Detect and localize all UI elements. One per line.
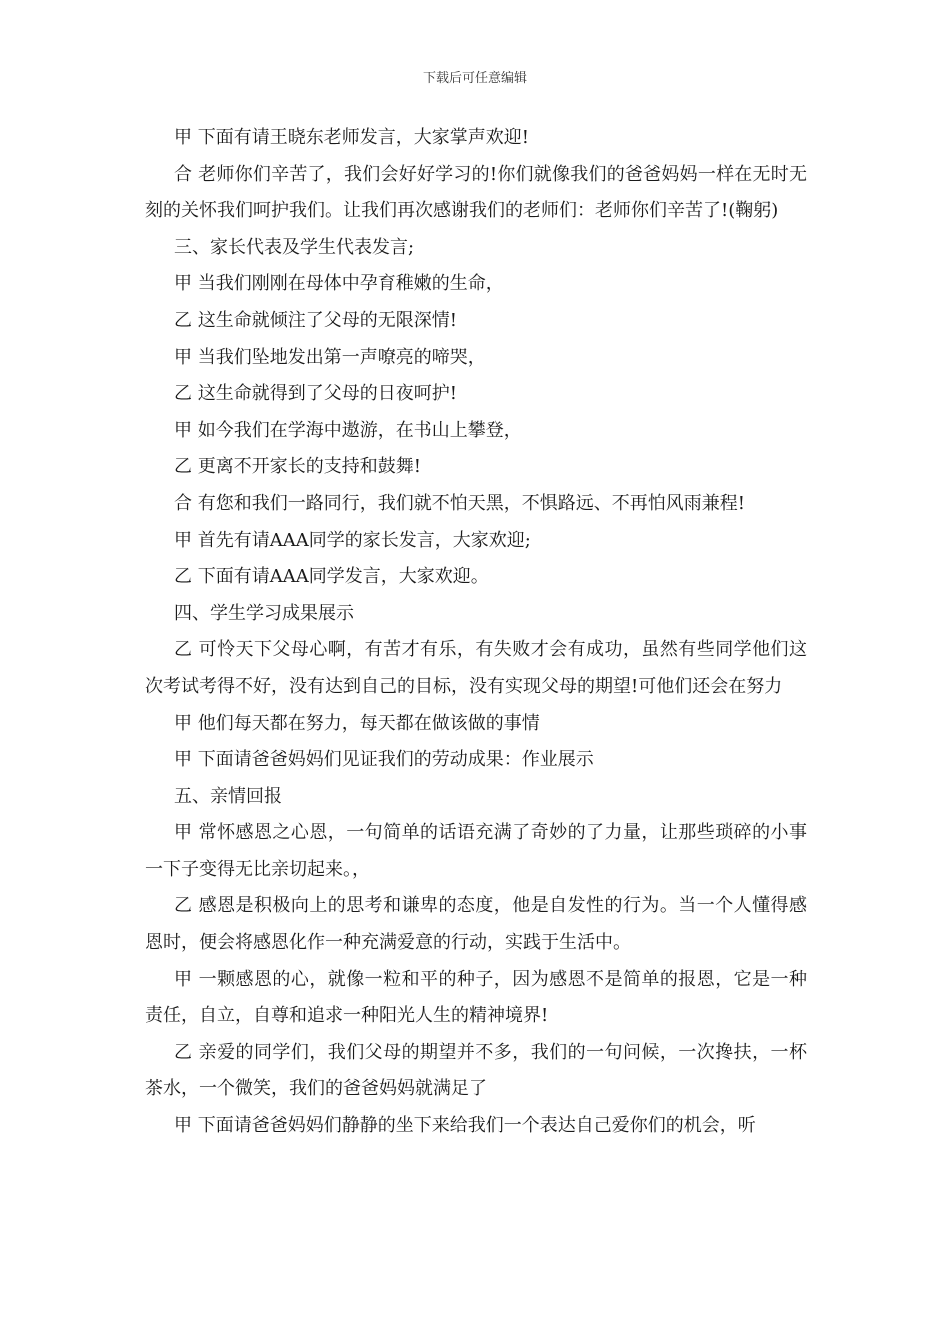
paragraph: 甲 下面请爸爸妈妈们见证我们的劳动成果：作业展示	[174, 749, 594, 771]
paragraph: 甲 如今我们在学海中遨游，在书山上攀登，	[174, 419, 522, 441]
section-heading: 三、家长代表及学生代表发言;	[174, 236, 415, 258]
paragraph: 甲 下面有请王晓东老师发言，大家掌声欢迎!	[174, 127, 529, 148]
paragraph: 合 老师你们辛苦了，我们会好好学习的!你们就像我们的爸爸妈妈一样在无时无刻的关怀我们呵护我们。让我们再次感谢我们的老师们：老师你们辛苦了!(鞠躬)	[145, 163, 807, 222]
paragraph: 甲 下面请爸爸妈妈们静静的坐下来给我们一个表达自己爱你们的机会，听	[174, 1115, 756, 1137]
paragraph: 乙 这生命就得到了父母的日夜呵护!	[174, 383, 457, 405]
paragraph: 乙 更离不开家长的支持和鼓舞!	[174, 456, 421, 478]
paragraph: 乙 可怜天下父母心啊，有苦才有乐，有失败才会有成功，虽然有些同学他们这次考试考得不好，没有达到自己的目标，没有实现父母的期望!可他们还会在努力	[145, 639, 807, 697]
paragraph: 乙 亲爱的同学们，我们父母的期望并不多，我们的一句问候，一次搀扶，一杯茶水，一个微笑，我们的爸爸妈妈就满足了	[145, 1041, 807, 1100]
paragraph: 甲 首先有请AAA同学的家长发言，大家欢迎;	[174, 529, 531, 551]
section-heading: 四、学生学习成果展示	[174, 602, 354, 624]
paragraph: 合 有您和我们一路同行，我们就不怕天黑，不惧路远、不再怕风雨兼程!	[174, 492, 745, 514]
paragraph: 甲 一颗感恩的心，就像一粒和平的种子，因为感恩不是简单的报恩，它是一种责任，自立，自尊和追求一种阳光人生的精神境界!	[145, 968, 807, 1027]
paragraph: 乙 下面有请AAA同学发言，大家欢迎。	[174, 566, 489, 588]
document-body	[145, 120, 807, 1145]
paragraph: 甲 当我们刚刚在母体中孕育稚嫩的生命，	[174, 273, 504, 295]
paragraph: 甲 常怀感恩之心恩，一句简单的话语充满了奇妙的了力量，让那些琐碎的小事一下子变得无比亲切起来。，	[145, 822, 807, 880]
paragraph: 甲 他们每天都在努力，每天都在做该做的事情	[174, 712, 540, 734]
paragraph: 乙 感恩是积极向上的思考和谦卑的态度，他是自发性的行为。当一个人懂得感恩时，便会将感恩化作一种充满爱意的行动，实践于生活中。	[145, 895, 807, 954]
paragraph: 甲 当我们坠地发出第一声嘹亮的啼哭，	[174, 346, 486, 368]
page-header: 下载后可任意编辑	[422, 71, 527, 86]
section-heading: 五、亲情回报	[174, 785, 282, 807]
paragraph: 乙 这生命就倾注了父母的无限深情!	[174, 309, 457, 331]
